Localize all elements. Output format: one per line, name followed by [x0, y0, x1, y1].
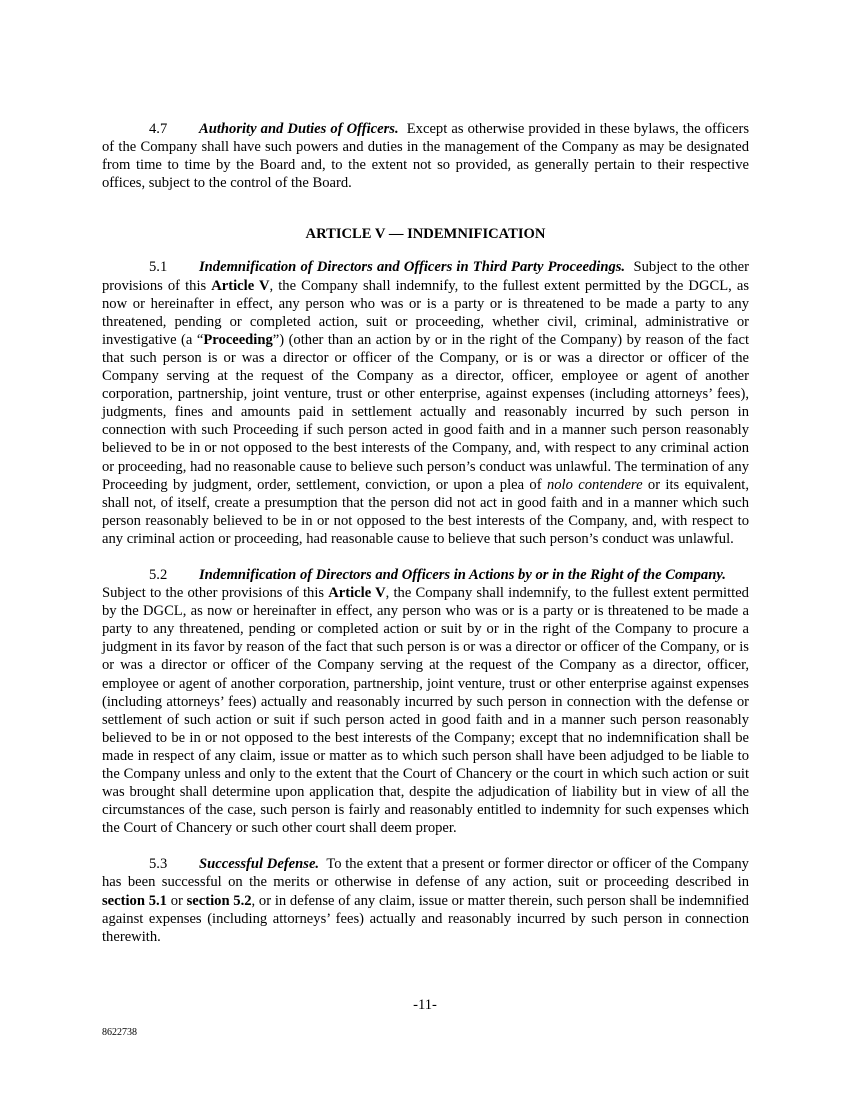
section-text: Subject to the other provisions of this — [102, 259, 750, 294]
document-page — [102, 120, 749, 946]
section-number: 5.1 — [149, 259, 168, 276]
section-text: , the Company shall indemnify, to the fullest extent permitted by the DGCL, as now or hereinafter in effect, any person who was or is a party or is threatened to be made a party to any threatened, pending or completed action, suit or proceeding, whether civil, criminal, administrative or investigative (a “ — [102, 277, 749, 348]
section-text: , the Company shall indemnify, to the fullest extent permitted by the DGCL, as now or hereinafter in effect, any person who was or is a party or is threatened to be made a party to any threatened, pending or completed action or suit by or in the right of the Company to procure a judgment in its favor by reason of the fact that such person is or was a director or officer of the Company, or is or was a director or officer of the Company serving at the request of the Company as a director, officer, employee or agent of another corporation, partnership, joint venture, trust or other enterprise against expenses (including attorneys’ fees) actually and reasonably incurred by such person in connection with the defense or settlement of such action or suit if such person acted in good faith and in a manner such person reasonably believed to be in or not opposed to the best interests of the Company; except that no indemnification shall be made in respect of any claim, issue or matter as to which such person shall have been adjudged to be liable to the Company unless and only to the extent that the Court of Chancery or the court in which such action or suit was brought shall determine upon application that, despite the adjudication of liability but in view of all the circumstances of the case, such person is fairly and reasonably entitled to indemnity for such expenses which the Court of Chancery or such other court shall deem proper. — [102, 585, 749, 837]
page-number: -11- — [413, 997, 437, 1013]
section-number: 5.3 — [149, 856, 168, 873]
section-5-2 — [102, 566, 749, 837]
article-reference: Article V — [328, 585, 386, 602]
section-number: 5.2 — [149, 566, 168, 583]
section-5-1 — [102, 258, 749, 548]
section-text: To the extent that a present or former director or officer of the Company has been successful on the merits or otherwise in defense of any action, suit or proceeding described in — [102, 856, 749, 891]
section-number: 4.7 — [149, 121, 168, 137]
section-5-3 — [102, 855, 749, 945]
section-heading: Authority and Duties of Officers. — [199, 121, 399, 137]
article-title: ARTICLE V — INDEMNIFICATION — [305, 226, 546, 243]
defined-term: Proceeding — [203, 331, 273, 348]
section-heading: Indemnification of Directors and Officers in Actions by or in the Right of the Company. — [199, 566, 726, 583]
section-text: Subject to the other provisions of this — [102, 585, 329, 602]
section-text: , or in defense of any claim, issue or matter therein, such person shall be indemnified against expenses (including attorneys’ fees) actually and reasonably incurred by such person in connection therewith. — [102, 892, 749, 945]
section-text: or — [166, 892, 187, 909]
article-reference: Article V — [211, 277, 270, 294]
document-id: 8622738 — [102, 1027, 137, 1038]
section-4-7 — [102, 120, 749, 192]
section-text: Except as otherwise provided in these bylaws, the officers of the Company shall have such powers and duties in the management of the Company as may be designated from time to time by the Board and, to the extent not so provided, as generally pertain to their respective offices, subject to the control of the Board. — [102, 121, 750, 192]
section-heading: Successful Defense. — [199, 856, 320, 873]
section-reference: section 5.1 — [102, 892, 167, 909]
section-heading: Indemnification of Directors and Officers in Third Party Proceedings. — [199, 259, 626, 276]
section-text: ”) (other than an action by or in the right of the Company) by reason of the fact that such person is or was a director or officer of the Company, or is or was a director or officer of the Company serving at the request of the Company as a director, officer, employee or agent of another corporation, partnership, joint venture, trust or other enterprise, against expenses (including attorneys’ fees), judgments, fines and amounts paid in settlement actually and reasonably incurred by such person in connection with such Proceeding if such person acted in good faith and in a manner such person reasonably believed to be in or not opposed to the best interests of the Company, and, with respect to any criminal action or proceeding, had no reasonable cause to believe such person’s conduct was unlawful. The termination of any Proceeding by judgment, order, settlement, conviction, or upon a plea of — [102, 331, 749, 493]
section-text: or its equivalent, shall not, of itself, create a presumption that the person did not act in good faith and in a manner which such person reasonably believed to be in or not opposed to the best interests of the Company, and, with respect to any criminal action or proceeding, had reasonable cause to believe that such person’s conduct was unlawful. — [102, 476, 749, 547]
latin-term: nolo contendere — [546, 476, 643, 493]
section-reference: section 5.2 — [186, 892, 252, 909]
